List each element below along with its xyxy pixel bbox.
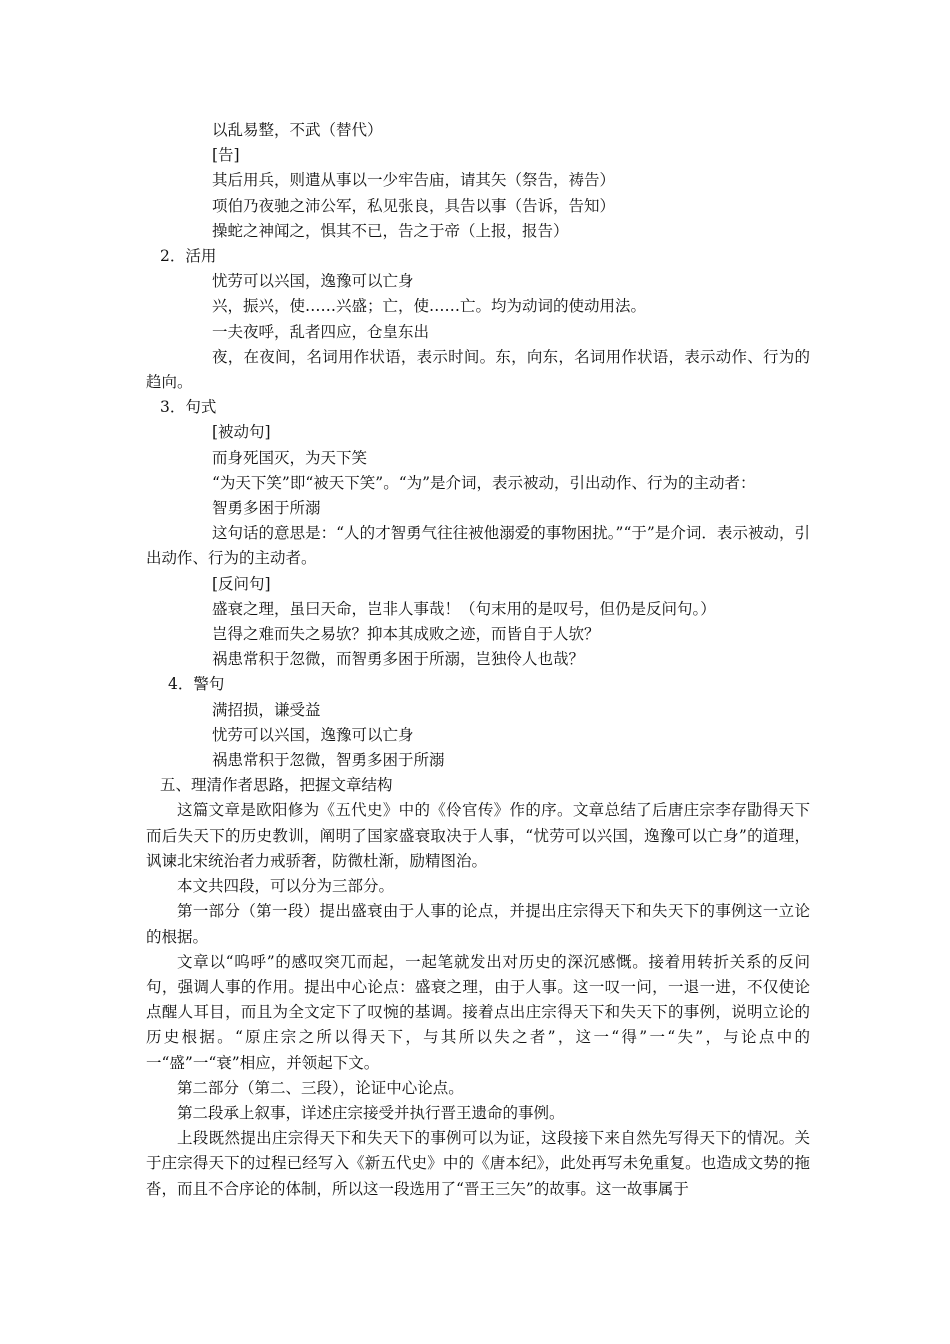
text-line: 上段既然提出庄宗得天下和失天下的事例可以为证，这段接下来自然先写得天下的情况。关于庄宗得天下的过程已经写入《新五代史》中的《唐本纪》，此处再写未免重复。也造成文势的拖沓，而且不合序论的体制，所以这一段选用了“晋王三矢”的故事。这一故事属于 bbox=[146, 1129, 810, 1198]
text-line: 其后用兵，则遣从事以一少牢告庙，请其矢（祭告，祷告） bbox=[212, 171, 616, 190]
text-line: 一夫夜呼，乱者四应，仓皇东出 bbox=[212, 322, 430, 341]
section-heading: 3．句式 bbox=[160, 398, 217, 417]
text-line: 项伯乃夜驰之沛公军，私见张良，具告以事（告诉，告知） bbox=[212, 196, 616, 215]
text-line: 智勇多困于所溺 bbox=[212, 499, 321, 518]
text-line: 满招损，谦受益 bbox=[212, 700, 321, 719]
text-line: 祸患常积于忽微，智勇多困于所溺 bbox=[212, 751, 445, 770]
section-heading: 2．活用 bbox=[160, 247, 217, 266]
text-line: [被动句] bbox=[212, 423, 271, 442]
text-line: 文章以“呜呼”的感叹突兀而起，一起笔就发出对历史的深沉感慨。接着用转折关系的反问句，强调人事的作用。提出中心论点：盛衰之理，由于人事。这一叹一问，一退一进，不仅使论点醒人耳目，而且为全文定下了叹惋的基调。接着点出庄宗得天下和失天下的事例，说明立论的历史根据。“原庄宗之所以得天下，与其所以失之者”，这一“得”一“失”，与论点中的一“盛”一“衰”相应，并领起下文。 bbox=[146, 952, 810, 1072]
text-line: 这句话的意思是：“人的才智勇气往往被他溺爱的事物困扰。”“于”是介词．表示被动，引出动作、行为的主动者。 bbox=[146, 524, 810, 568]
text-line: 岂得之难而失之易欤？抑本其成败之迹，而皆自于人欤？ bbox=[212, 625, 600, 644]
text-line: 忧劳可以兴国，逸豫可以亡身 bbox=[212, 272, 414, 291]
text-line: 忧劳可以兴国，逸豫可以亡身 bbox=[212, 725, 414, 744]
text-line: 兴，振兴，使……兴盛；亡，使……亡。均为动词的使动用法。 bbox=[212, 297, 647, 316]
section-heading: 五、理清作者思路，把握文章结构 bbox=[160, 776, 393, 795]
text-line: 而身死国灭，为天下笑 bbox=[212, 448, 368, 467]
text-line: 盛衰之理，虽曰天命，岂非人事哉！（句末用的是叹号，但仍是反问句。） bbox=[212, 599, 716, 618]
text-line: 祸患常积于忽微，而智勇多困于所溺，岂独伶人也哉？ bbox=[212, 650, 585, 669]
text-line: 操蛇之神闻之，惧其不已，告之于帝（上报，报告） bbox=[212, 221, 569, 240]
text-line: 这篇文章是欧阳修为《五代史》中的《伶官传》作的序。文章总结了后唐庄宗李存勖得天下而后失天下的历史教训，阐明了国家盛衰取决于人事，“忧劳可以兴国，逸豫可以亡身”的道理，讽谏北宋统治者力戒骄奢，防微杜渐，励精图治。 bbox=[146, 801, 810, 870]
text-line: [反问句] bbox=[212, 574, 271, 593]
text-line: 第一部分（第一段）提出盛衰由于人事的论点，并提出庄宗得天下和失天下的事例这一立论的根据。 bbox=[146, 902, 810, 946]
text-line: [告] bbox=[212, 146, 240, 165]
text-line: “为天下笑”即“被天下笑”。“为”是介词，表示被动，引出动作、行为的主动者： bbox=[212, 473, 756, 492]
text-line: 本文共四段，可以分为三部分。 bbox=[177, 877, 395, 896]
section-heading: 4．警句 bbox=[168, 675, 225, 694]
text-line: 夜，在夜间，名词用作状语，表示时间。东，向东，名词用作状语，表示动作、行为的趋向。 bbox=[146, 347, 810, 392]
document-body bbox=[146, 118, 810, 1202]
text-line: 第二部分（第二、三段），论证中心论点。 bbox=[177, 1078, 464, 1097]
text-line: 第二段承上叙事，详述庄宗接受并执行晋王遗命的事例。 bbox=[177, 1103, 565, 1122]
text-line: 以乱易整，不武（替代） bbox=[212, 121, 383, 139]
